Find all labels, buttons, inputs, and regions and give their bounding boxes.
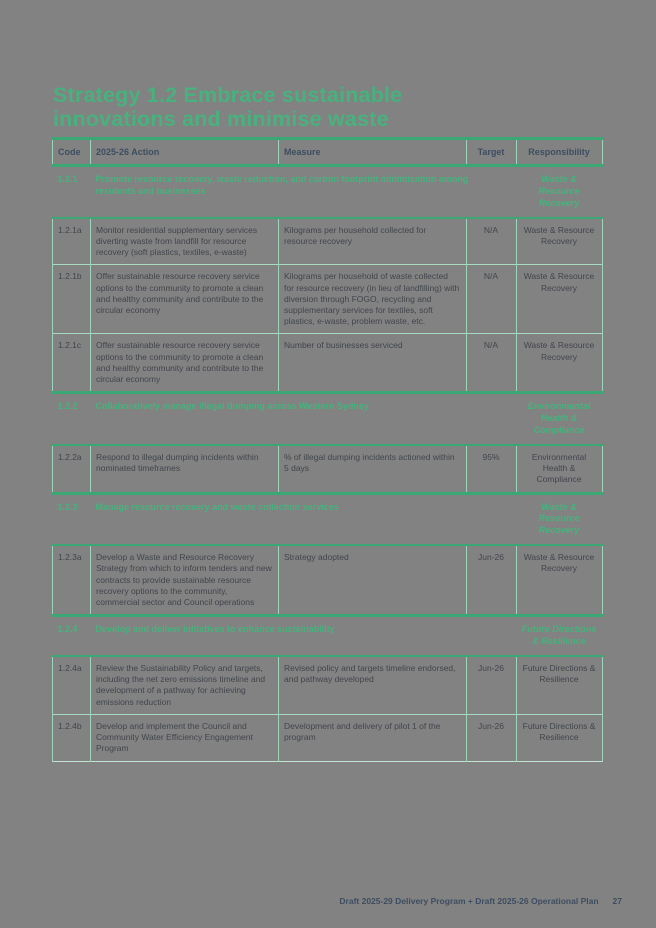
cell-target: Jun-26 [467, 656, 517, 714]
section-action: Develop and deliver initiatives to enhance sustainability [91, 616, 517, 656]
cell-code: 1.2.2a [53, 445, 91, 493]
cell-action: Offer sustainable resource recovery service options to the community to promote a clean and healthy community and contribute to the circular economy [91, 334, 279, 393]
cell-code: 1.2.4a [53, 656, 91, 714]
cell-action: Offer sustainable resource recovery service options to the community to promote a clean and healthy community and contribute to the circular economy [91, 265, 279, 334]
cell-target: 95% [467, 445, 517, 493]
column-header-target: Target [467, 139, 517, 166]
cell-measure: Strategy adopted [279, 545, 467, 616]
cell-measure: Revised policy and targets timeline endorsed, and pathway developed [279, 656, 467, 714]
cell-action: Review the Sustainability Policy and targets, including the net zero emissions timeline and development of a pathway for achieving emissions reduction [91, 656, 279, 714]
section-action: Promote resource recovery, waste reduction, and carbon footprint minimisation among residents and businesses [91, 166, 517, 218]
cell-responsibility: Waste & Resource Recovery [517, 218, 603, 265]
section-responsibility: Waste & Resource Recovery [517, 493, 603, 545]
cell-responsibility: Waste & Resource Recovery [517, 545, 603, 616]
cell-action: Respond to illegal dumping incidents within nominated timeframes [91, 445, 279, 493]
cell-measure: Development and delivery of pilot 1 of the program [279, 714, 467, 761]
section-code: 1.2.2 [53, 393, 91, 445]
cell-code: 1.2.4b [53, 714, 91, 761]
cell-target: N/A [467, 334, 517, 393]
section-responsibility: Environmental Health & Compliance [517, 393, 603, 445]
footer-page-number: 27 [612, 896, 622, 906]
table-row [53, 545, 603, 616]
table-row [53, 445, 603, 493]
cell-measure: Number of businesses serviced [279, 334, 467, 393]
cell-target: Jun-26 [467, 714, 517, 761]
table-body [53, 166, 603, 762]
table-row [53, 334, 603, 393]
strategy-table [52, 137, 603, 762]
cell-action: Develop a Waste and Resource Recovery Strategy from which to inform tenders and new contracts to provide sustainable resource recovery options to the community, commercial sector and Council operations [91, 545, 279, 616]
footer-document-title: Draft 2025-29 Delivery Program + Draft 2025-26 Operational Plan [339, 896, 599, 906]
section-action: Collaboratively manage illegal dumping across Western Sydney [91, 393, 517, 445]
cell-code: 1.2.1c [53, 334, 91, 393]
cell-target: N/A [467, 265, 517, 334]
section-code: 1.2.4 [53, 616, 91, 656]
cell-code: 1.2.3a [53, 545, 91, 616]
table-row [53, 265, 603, 334]
section-row [53, 616, 603, 656]
page-footer [339, 896, 622, 906]
table-row [53, 218, 603, 265]
column-header-measure: Measure [279, 139, 467, 166]
cell-target: Jun-26 [467, 545, 517, 616]
strategy-table-container [52, 137, 602, 762]
section-row [53, 393, 603, 445]
table-header-row [53, 139, 603, 166]
table-row [53, 656, 603, 714]
section-action: Manage resource recovery and waste collection services [91, 493, 517, 545]
cell-responsibility: Future Directions & Resilience [517, 714, 603, 761]
cell-target: N/A [467, 218, 517, 265]
table-row [53, 714, 603, 761]
section-row [53, 166, 603, 218]
cell-responsibility: Waste & Resource Recovery [517, 334, 603, 393]
section-responsibility: Waste & Resource Recovery [517, 166, 603, 218]
section-responsibility: Future Directions & Resilience [517, 616, 603, 656]
cell-measure: Kilograms per household of waste collected for resource recovery (in lieu of landfilling) with diversion through FOGO, recycling and supplementary services for textiles, soft plastics, e-waste, problem waste, etc. [279, 265, 467, 334]
column-header-responsibility: Responsibility [517, 139, 603, 166]
section-row [53, 493, 603, 545]
section-code: 1.2.1 [53, 166, 91, 218]
cell-action: Develop and implement the Council and Community Water Efficiency Engagement Program [91, 714, 279, 761]
cell-responsibility: Waste & Resource Recovery [517, 265, 603, 334]
cell-measure: % of illegal dumping incidents actioned within 5 days [279, 445, 467, 493]
cell-responsibility: Future Directions & Resilience [517, 656, 603, 714]
cell-code: 1.2.1b [53, 265, 91, 334]
column-header-action: 2025-26 Action [91, 139, 279, 166]
cell-action: Monitor residential supplementary services diverting waste from landfill for resource recovery (soft plastics, textiles, e-waste) [91, 218, 279, 265]
cell-code: 1.2.1a [53, 218, 91, 265]
page-title: Strategy 1.2 Embrace sustainable innovations and minimise waste [53, 83, 403, 131]
cell-responsibility: Environmental Health & Compliance [517, 445, 603, 493]
cell-measure: Kilograms per household collected for resource recovery [279, 218, 467, 265]
column-header-code: Code [53, 139, 91, 166]
section-code: 1.2.3 [53, 493, 91, 545]
